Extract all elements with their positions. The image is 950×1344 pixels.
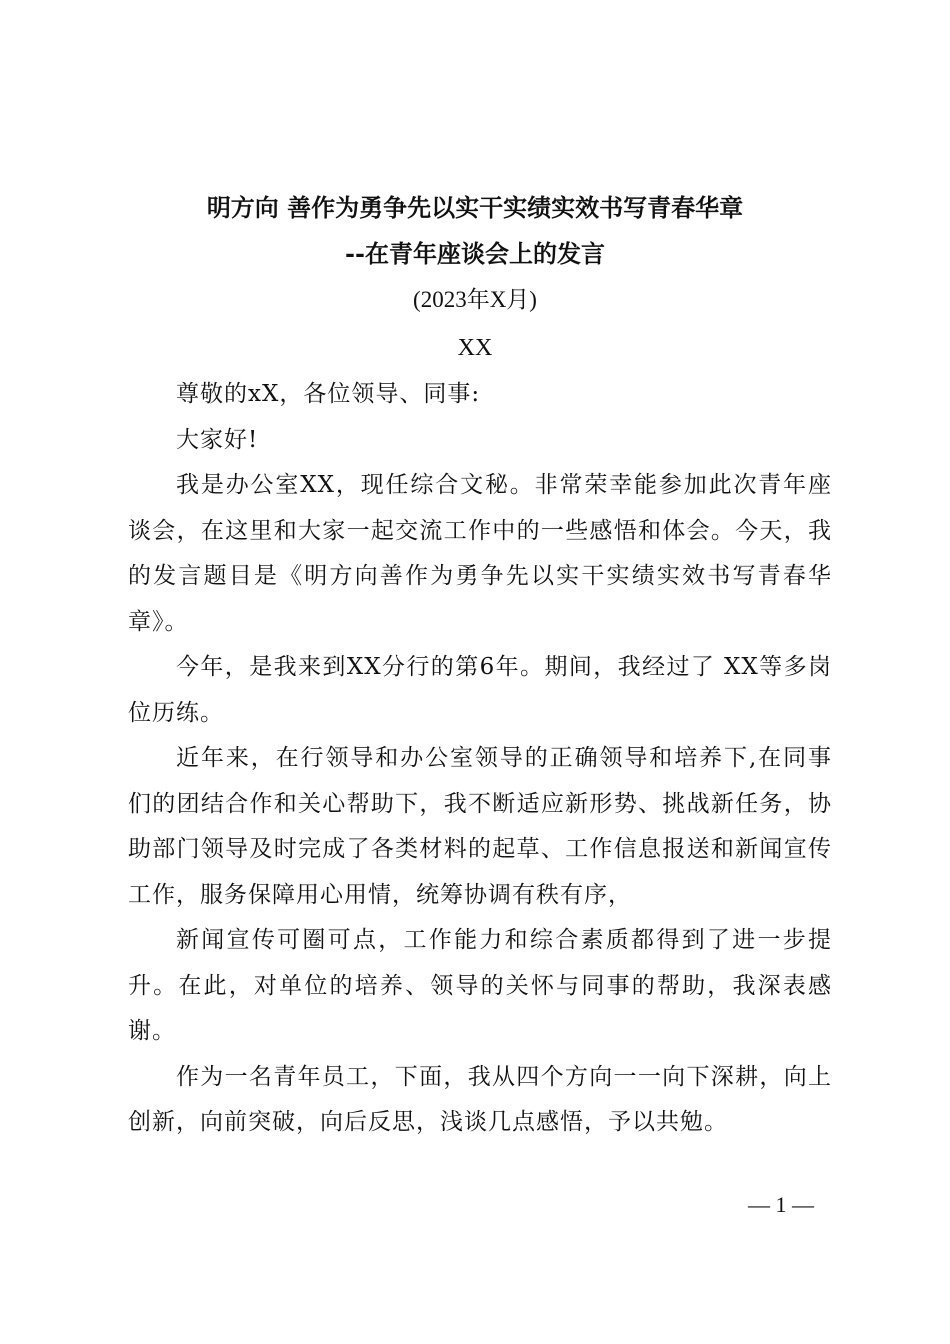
document-subtitle: --在青年座谈会上的发言 <box>345 239 605 268</box>
paragraph-experience: 今年，是我来到XX分行的第6年。期间，我经过了 XX等多岗位历练。 <box>128 654 832 726</box>
paragraph-thanks: 新闻宣传可圈可点，工作能力和综合素质都得到了进一步提升。在此，对单位的培养、领导的关怀与同事的帮助，我深表感谢。 <box>128 927 832 1044</box>
page-number: — 1 — <box>748 1192 814 1217</box>
document-author: XX <box>457 335 493 361</box>
document-title: 明方向 善作为勇争先以实干实绩实效书写青春华章 <box>206 193 744 222</box>
paragraph-achievements: 近年来，在行领导和办公室领导的正确领导和培养下,在同事们的团结合作和关心帮助下，我不断适应新形势、挑战新任务，协助部门领导及时完成了各类材料的起草、工作信息报送和新闻宣传工作，服务保障用心用情，统筹协调有秩有序， <box>128 745 832 908</box>
document-body <box>128 372 832 1146</box>
paragraph-outline: 作为一名青年员工，下面，我从四个方向一一向下深耕，向上创新，向前突破，向后反思，浅谈几点感悟，予以共勉。 <box>128 1063 832 1135</box>
paragraph-introduction: 我是办公室XX，现任综合文秘。非常荣幸能参加此次青年座谈会，在这里和大家一起交流工作中的一些感悟和体会。今天，我的发言题目是《明方向善作为勇争先以实干实绩实效书写青春华章》。 <box>128 472 832 635</box>
paragraph-greeting: 大家好! <box>176 426 259 453</box>
paragraph-salutation: 尊敬的xX，各位领导、同事: <box>176 381 481 407</box>
document-date: (2023年X月) <box>413 287 537 312</box>
